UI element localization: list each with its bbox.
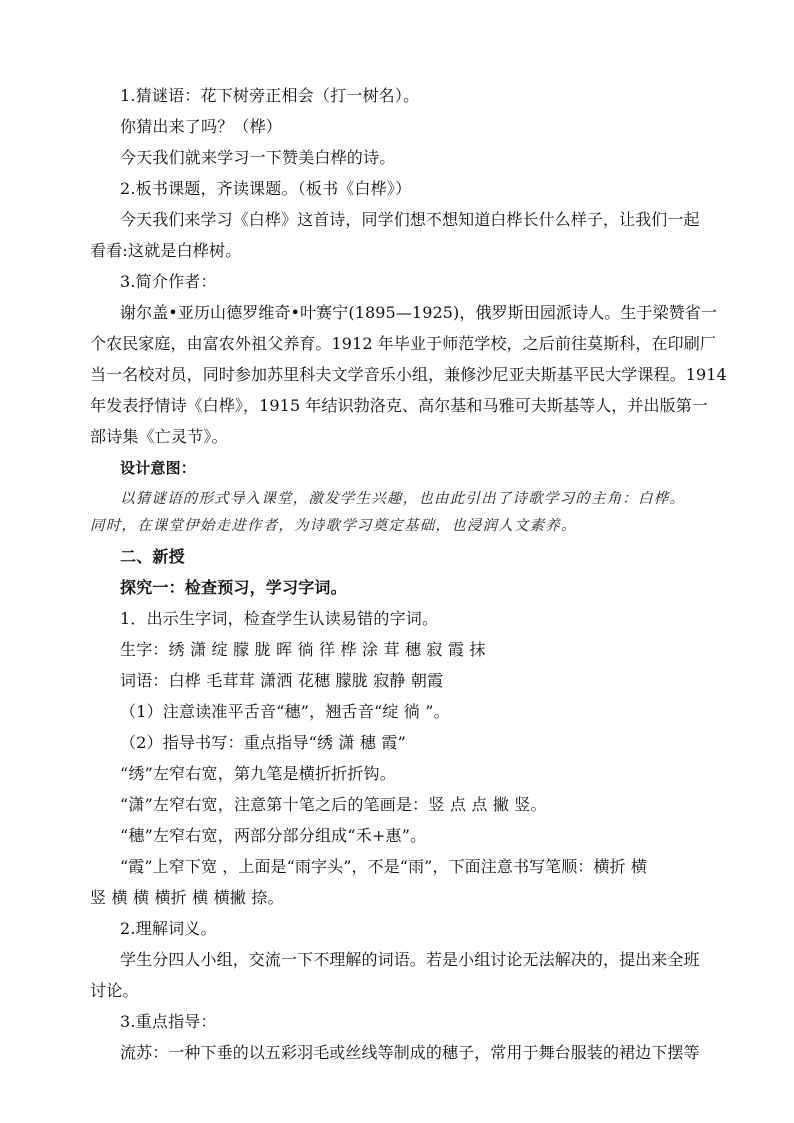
author-bio-line-2: 个农民家庭，由富农外祖父养育。1912 年毕业于师范学校，之后前往莫斯科，在印刷厂 — [90, 334, 716, 353]
writing-note-xiao: “潇”左窄右宽，注意第十笔之后的笔画是：竖 点 点 撇 竖。 — [120, 795, 547, 814]
section-heading-new-lesson: 二、新授 — [120, 547, 185, 566]
intro-sentence: 今天我们就来学习一下赞美白桦的诗。 — [120, 148, 396, 167]
design-intent-line-2: 同时，在课堂伊始走进作者，为诗歌学习奠定基础，也浸润人文素养。 — [90, 518, 577, 534]
group-discussion-line-2: 讨论。 — [90, 981, 139, 1000]
writing-note-sui: “穗”左窄右宽，两部分部分组成“禾+惠”。 — [120, 826, 427, 845]
author-bio-line-3: 当一名校对员，同时参加苏里科夫文学音乐小组，兼修沙尼亚夫斯基平民大学课程。1914 — [90, 365, 727, 384]
vocab-step: 1．出示生字词，检查学生认读易错的字词。 — [120, 609, 439, 628]
lesson-intro-line-1: 今天我们来学习《白桦》这首诗，同学们想不想知道白桦长什么样子，让我们一起 — [120, 210, 700, 229]
riddle-step: 1.猜谜语：花下树旁正相会（打一树名）。 — [120, 86, 420, 105]
key-guidance-step: 3.重点指导： — [120, 1012, 217, 1031]
pronunciation-note: （1）注意读准平舌音“穗”，翘舌音“绽 徜 ”。 — [120, 702, 450, 721]
writing-note-xiu: “绣”左窄右宽，第九笔是横折折折钩。 — [120, 764, 396, 783]
new-characters: 生字：绣 潇 绽 朦 胧 晖 徜 徉 桦 涂 茸 穗 寂 霞 抹 — [120, 640, 486, 659]
author-bio-line-5: 部诗集《亡灵节》。 — [90, 427, 228, 446]
liusu-definition: 流苏：一种下垂的以五彩羽毛或丝线等制成的穗子，常用于舞台服装的裙边下摆等 — [120, 1043, 700, 1062]
design-intent-heading: 设计意图： — [120, 459, 197, 477]
board-title-step: 2.板书课题，齐读课题。（板书《白桦》） — [120, 179, 412, 198]
lesson-intro-line-2: 看看:这就是白桦树。 — [90, 241, 242, 260]
group-discussion-line-1: 学生分四人小组，交流一下不理解的词语。若是小组讨论无法解决的，提出来全班 — [120, 950, 700, 969]
inquiry-one-heading: 探究一：检查预习，学习字词。 — [120, 578, 347, 597]
author-bio-line-4: 年发表抒情诗《白桦》，1915 年结识勃洛克、高尔基和马雅可夫斯基等人，并出版第一 — [90, 396, 708, 415]
author-bio-line-1: 谢尔盖•亚历山德罗维奇•叶赛宁(1895—1925)，俄罗斯田园派诗人。生于梁赞省一 — [120, 303, 717, 322]
writing-guidance: （2）指导书写：重点指导“绣 潇 穗 霞” — [120, 733, 406, 752]
writing-note-xia-2: 竖 横 横 横折 横 横撇 捺。 — [90, 888, 284, 907]
new-words: 词语：白桦 毛茸茸 潇洒 花穗 朦胧 寂静 朝霞 — [120, 671, 444, 690]
author-heading: 3.简介作者： — [120, 272, 217, 291]
design-intent-line-1: 以猜谜语的形式导入课堂，激发学生兴趣，也由此引出了诗歌学习的主角：白桦。 — [120, 491, 686, 507]
meaning-step: 2.理解词义。 — [120, 919, 217, 938]
writing-note-xia-1: “霞”上窄下宽 ，上面是“雨字头”，不是“雨”，下面注意书写笔顺：横折 横 — [120, 857, 647, 876]
riddle-answer: 你猜出来了吗？（桦） — [120, 117, 283, 136]
